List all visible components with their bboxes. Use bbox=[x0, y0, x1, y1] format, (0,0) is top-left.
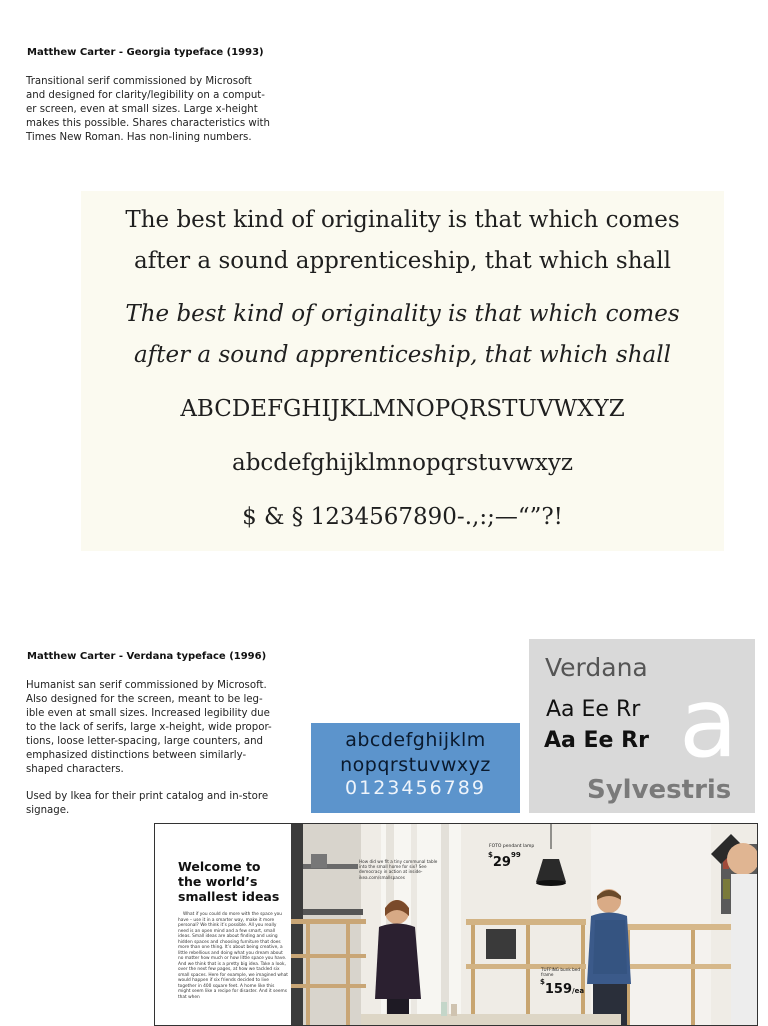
italic-sample-line: The best kind of originality is that which comes bbox=[125, 301, 680, 327]
numerals-and-punctuation: $ & § 1234567890-.,:;—“”?! bbox=[242, 504, 563, 530]
ikea-usage-note bbox=[26, 790, 268, 818]
description-line: and designed for clarity/legibility on a comput- bbox=[26, 90, 265, 101]
note-line: Used by Ikea for their print catalog and in-store bbox=[26, 791, 269, 802]
tile-lowercase-line-1: abcdefghijklm bbox=[345, 729, 486, 751]
verdana-description bbox=[26, 679, 272, 777]
catalog-caption: How did we fit a tiny communal table into the small home for six? See democracy in action at inside-ikea.com/smallspaces bbox=[359, 859, 438, 880]
currency-symbol: $ bbox=[540, 978, 545, 986]
tile-bold-sample: Aa Ee Rr bbox=[544, 728, 649, 753]
room-scene-illustration bbox=[291, 824, 757, 1025]
catalog-headline bbox=[178, 859, 279, 904]
price-main: 29 bbox=[492, 855, 511, 870]
description-line: tions, loose letter-spacing, large counters, and bbox=[26, 736, 264, 747]
description-line: emphasized distinctions between similarly- bbox=[26, 750, 247, 761]
currency-symbol: $ bbox=[488, 851, 493, 859]
tile-font-name: Verdana bbox=[545, 653, 648, 682]
lamp-product-label: FOTO pendant lamp bbox=[489, 844, 535, 849]
description-line: Transitional serif commissioned by Microsoft bbox=[26, 76, 252, 87]
tile-specimen-word: Sylvestris bbox=[587, 775, 732, 805]
tile-big-letter: a bbox=[679, 667, 738, 779]
lamp-price bbox=[488, 851, 521, 870]
georgia-description bbox=[26, 75, 270, 145]
georgia-section-title: Matthew Carter - Georgia typeface (1993) bbox=[27, 47, 264, 58]
note-line: signage. bbox=[26, 805, 70, 816]
roman-sample-line: after a sound apprenticeship, that which shall bbox=[134, 248, 671, 274]
description-line: ible even at small sizes. Increased legibility due bbox=[26, 708, 270, 719]
verdana-section-title: Matthew Carter - Verdana typeface (1996) bbox=[27, 651, 267, 662]
headline-line: the world’s bbox=[178, 874, 258, 889]
price-unit: /ea bbox=[572, 987, 585, 995]
description-line: Also designed for the screen, meant to be leg- bbox=[26, 694, 263, 705]
verdana-specimen-tile bbox=[529, 639, 755, 813]
roman-sample-line: The best kind of originality is that which comes bbox=[125, 207, 680, 233]
catalog-body-text: What if you could do more with the space you have – use it in a smarter way, make it more personal? We think it’s possible. All you really need is an open mind and a few smart, small ideas. Small ideas are about finding and using hidden spaces and choosing furniture that does more than one thing. It’s about being creative, a little rebellious and doing what you dream about no matter how much or how little space you have. And we think that is a pretty big idea. Take a look, over the next few pages, at how we tackled six small spaces. Here for example, we imagined what would happen if six friends decided to live together in 400 square feet. A home like this might seem like a recipe for disaster. And it seems that when bbox=[178, 912, 288, 1000]
lowercase-alphabet: abcdefghijklmnopqrstuvwxyz bbox=[231, 450, 573, 476]
tile-lowercase-line-2: nopqrstuvwxyz bbox=[340, 754, 491, 776]
bunk-frame-price bbox=[540, 978, 584, 997]
georgia-specimen-panel bbox=[81, 191, 724, 551]
description-line: er screen, even at small sizes. Large x-height bbox=[26, 104, 258, 115]
description-line: shaped characters. bbox=[26, 764, 124, 775]
description-line: Humanist san serif commissioned by Microsoft. bbox=[26, 680, 267, 691]
description-line: makes this possible. Shares characteristics with bbox=[26, 118, 270, 129]
description-line: to the lack of serifs, large x-height, wide propor- bbox=[26, 722, 272, 733]
catalog-text-page bbox=[155, 824, 291, 1025]
tile-regular-sample: Aa Ee Rr bbox=[546, 697, 641, 722]
bunk-frame-label: TUFFING bunk bed frame bbox=[541, 967, 580, 977]
italic-sample-line: after a sound apprenticeship, that which shall bbox=[134, 342, 671, 368]
ikea-catalog-spread bbox=[154, 823, 758, 1026]
headline-line: smallest ideas bbox=[178, 889, 280, 904]
price-main: 159 bbox=[544, 982, 573, 997]
catalog-photo bbox=[291, 824, 757, 1025]
verdana-alphabet-tile bbox=[311, 723, 520, 813]
tile-numerals-line: 0123456789 bbox=[345, 777, 486, 799]
headline-line: Welcome to bbox=[178, 859, 261, 874]
price-cents: 99 bbox=[510, 851, 521, 859]
uppercase-alphabet: ABCDEFGHIJKLMNOPQRSTUVWXYZ bbox=[180, 396, 625, 422]
description-line: Times New Roman. Has non-lining numbers. bbox=[26, 132, 252, 143]
